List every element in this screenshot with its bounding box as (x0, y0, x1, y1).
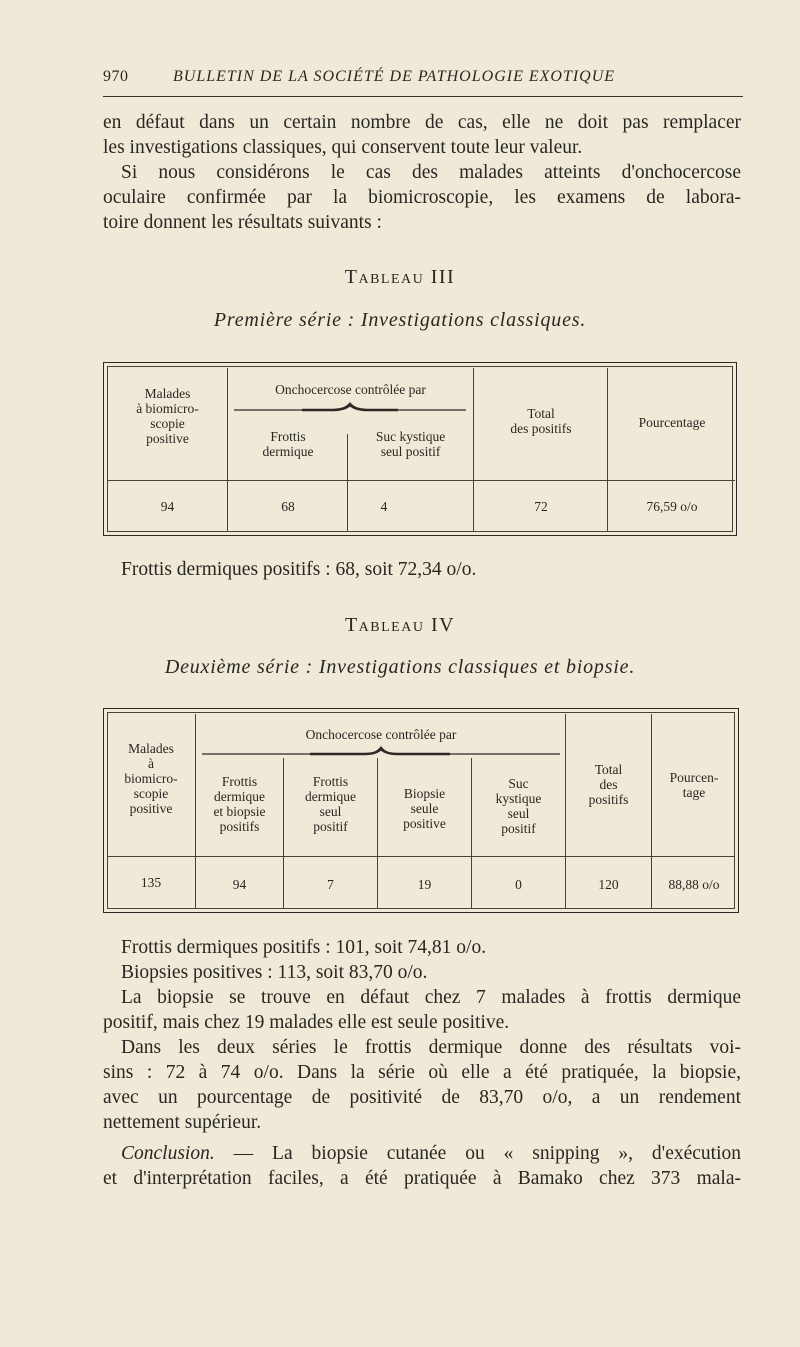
header-line: seule (410, 801, 439, 816)
text-line: les investigations classiques, qui conservent toute leur valeur. (103, 137, 583, 158)
table4-header-frottis-biopsie (197, 774, 282, 834)
text-line: sins : 72 à 74 o/o. Dans la série où elle a été pratiquée, la biopsie, (103, 1062, 741, 1083)
text-line: et d'interprétation faciles, a été pratiquée à Bamako chez 373 mala- (103, 1168, 741, 1189)
table3-title: Tableau III (344, 266, 456, 288)
header-line: Frottis (312, 774, 349, 789)
text-line: positif, mais chez 19 malades elle est seule positive. (103, 1012, 510, 1033)
journal-title: BULLETIN DE LA SOCIÉTÉ DE PATHOLOGIE EXOTIQUE (173, 68, 616, 85)
table4-cell-frottis-biopsie: 94 (232, 877, 247, 892)
table4-brace (200, 744, 562, 760)
table4-cell-biopsie: 19 (417, 877, 432, 892)
header-line: positive (146, 431, 189, 446)
conclusion-label: Conclusion. (121, 1143, 215, 1164)
text-line: avec un pourcentage de positivité de 83,70 o/o, a un rendement (103, 1087, 741, 1108)
header-line: positive (129, 801, 173, 816)
table3-header-pct: Pourcentage (638, 415, 706, 430)
header-line: et biopsie (213, 804, 266, 819)
table3-subtitle: Première série : Investigations classiques. (213, 309, 587, 331)
table4-divider (377, 758, 378, 909)
header-line: positive (403, 816, 446, 831)
header-line: scopie (133, 786, 169, 801)
table4-header-pct (653, 770, 735, 800)
table4-divider (283, 758, 284, 909)
table4-header-suc (473, 776, 564, 836)
header-line: à biomicro- (136, 401, 199, 416)
table4-title: Tableau IV (344, 614, 456, 636)
header-line: Malades (128, 741, 174, 756)
header-line: Pourcen- (669, 770, 719, 785)
text-line: La biopsie se trouve en défaut chez 7 malades à frottis dermique (121, 987, 741, 1008)
text-line: Dans les deux séries le frottis dermique donne des résultats voi- (121, 1037, 741, 1058)
header-line: Suc kystique (375, 429, 446, 444)
text-line: Biopsies positives : 113, soit 83,70 o/o. (121, 962, 428, 983)
text-line: oculaire confirmée par la biomicroscopie, les examens de labora- (103, 187, 741, 208)
table4-cell-total: 120 (598, 877, 619, 892)
table4-subtitle: Deuxième série : Investigations classiques et biopsie. (164, 656, 636, 678)
table3-cell-suc: 4 (380, 499, 388, 514)
header-line: dermique (214, 789, 265, 804)
table3-divider (347, 434, 348, 532)
table3-group-header: Onchocercose contrôlée par (275, 382, 426, 397)
table3-cell-pct: 76,59 o/o (646, 499, 698, 514)
header-line: des positifs (510, 421, 572, 436)
table4-divider (195, 714, 196, 909)
text-line: Si nous considérons le cas des malades atteints d'onchocercose (121, 162, 741, 183)
table3-header-malades (110, 386, 225, 446)
table4-divider (471, 758, 472, 909)
header-line: Total (527, 406, 555, 421)
header-line: seul positif (380, 444, 441, 459)
table3-cell-frottis: 68 (281, 499, 295, 514)
header-line: tage (682, 785, 706, 800)
table4-header-total (567, 762, 650, 807)
text-line: Frottis dermiques positifs : 68, soit 72,34 o/o. (121, 559, 477, 580)
text-line (103, 1141, 741, 1166)
frottis-summary-1 (121, 557, 741, 582)
header-line: positif (313, 819, 348, 834)
header-line: des (599, 777, 618, 792)
header-line: kystique (495, 791, 542, 806)
table3-brace (232, 400, 468, 416)
table3-divider (473, 368, 474, 532)
results-paragraph (103, 935, 741, 1135)
table3-cell-malades: 94 (160, 499, 175, 514)
table4-header-frottis-seul (285, 774, 376, 834)
conclusion-paragraph (103, 1141, 741, 1191)
conclusion-text: — La biopsie cutanée ou « snipping », d'exécution (214, 1143, 741, 1164)
table4-cell-pct: 88,88 o/o (668, 877, 720, 892)
header-line: Malades (144, 386, 191, 401)
text-line: Frottis dermiques positifs : 101, soit 74,81 o/o. (121, 937, 487, 958)
intro-paragraph (103, 110, 741, 235)
table4-group-header: Onchocercose contrôlée par (305, 727, 457, 742)
table3-cell-total: 72 (534, 499, 548, 514)
table3-header-frottis (230, 429, 346, 459)
table3-row-rule (107, 480, 735, 481)
header-line: Total (594, 762, 623, 777)
header-line: positifs (588, 792, 629, 807)
text-line: toire donnent les résultats suivants : (103, 212, 382, 233)
text-line: en défaut dans un certain nombre de cas, elle ne doit pas remplacer (103, 112, 741, 133)
table4-divider (651, 714, 652, 909)
table3-divider (607, 368, 608, 532)
table4-cell-frottis-seul: 7 (327, 877, 334, 892)
table3-divider (227, 368, 228, 532)
table4-cell-malades: 135 (140, 875, 162, 890)
header-line: dermique (262, 444, 314, 459)
header-line: Suc (508, 776, 529, 791)
header-line: scopie (150, 416, 185, 431)
header-line: biomicro- (124, 771, 178, 786)
header-rule (103, 96, 743, 97)
table4-row-rule (107, 856, 735, 857)
table3-header-total (476, 406, 606, 436)
header-line: Biopsie (403, 786, 446, 801)
header-line: positifs (219, 819, 260, 834)
header-line: dermique (305, 789, 356, 804)
header-line: à (148, 756, 154, 771)
table4-divider (565, 714, 566, 909)
table4-header-biopsie (379, 786, 470, 831)
table4-header-malades (108, 741, 194, 816)
header-line: positif (501, 821, 536, 836)
table3-header-suc (349, 429, 472, 459)
header-line: Frottis (221, 774, 258, 789)
running-header (103, 66, 743, 90)
page-number: 970 (103, 68, 129, 85)
header-line: Frottis (270, 429, 306, 444)
header-line: seul (319, 804, 342, 819)
table4-cell-suc: 0 (515, 877, 522, 892)
header-line: seul (507, 806, 530, 821)
text-line: nettement supérieur. (103, 1112, 262, 1133)
